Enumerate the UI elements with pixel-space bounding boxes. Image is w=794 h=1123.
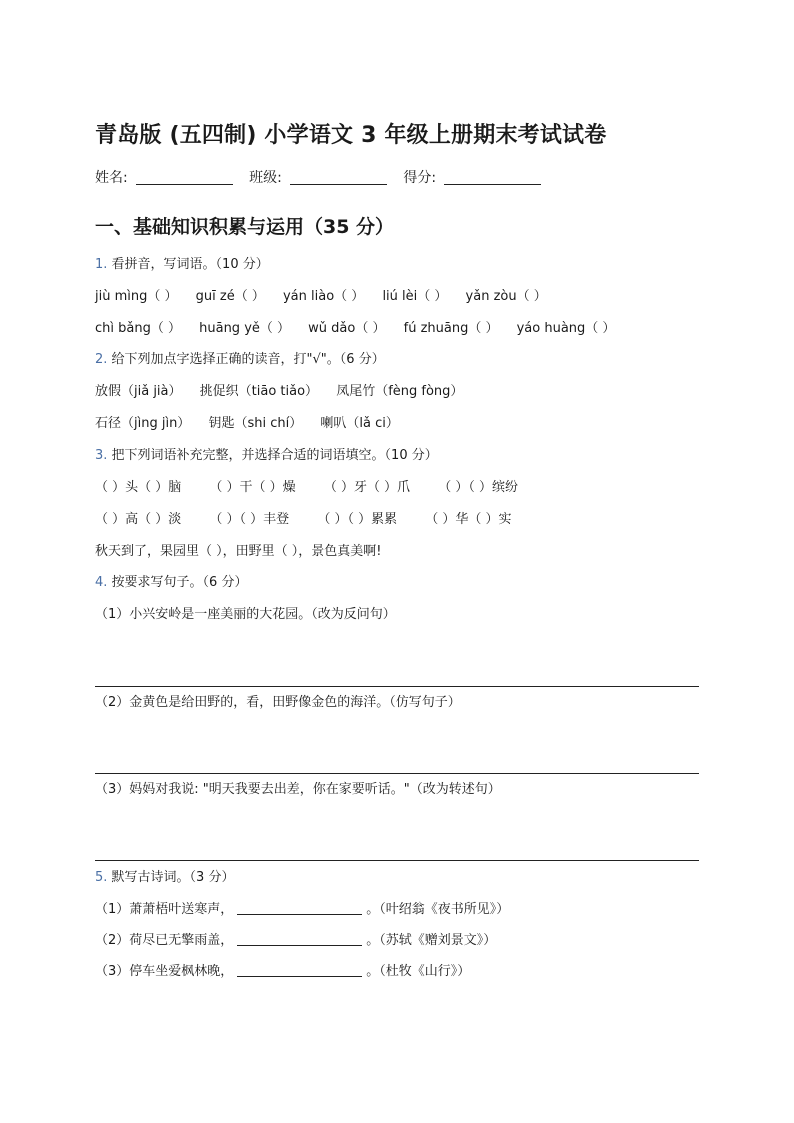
pinyin-item: yǎn zòu（ ）	[465, 289, 547, 304]
question-5-title	[95, 869, 234, 887]
poem-blank[interactable]	[237, 963, 362, 977]
question-1-title	[95, 256, 269, 274]
poem-blank[interactable]	[237, 932, 362, 946]
poem-source: 。（杜牧《山行》）	[366, 964, 471, 979]
page-title: 青岛版 (五四制) 小学语文 3 年级上册期末考试试卷	[95, 123, 607, 148]
score-label: 得分:	[403, 170, 437, 186]
idiom-item: （ ）（ ）缤纷	[438, 480, 518, 495]
pinyin-item: wǔ dǎo（ ）	[308, 321, 386, 336]
poem-source: 。（苏轼《赠刘景文》）	[366, 933, 497, 948]
poem-line-3	[95, 963, 470, 981]
idiom-row-1	[95, 479, 518, 497]
pinyin-item: yán liào（ ）	[282, 289, 365, 304]
score-blank[interactable]	[444, 169, 541, 185]
answer-line-2[interactable]	[95, 773, 699, 774]
sentence-task-3: （3）妈妈对我说: "明天我要去出差，你在家要听话。"（改为转述句）	[95, 782, 501, 797]
question-text: 默写古诗词。（3 分）	[111, 870, 235, 885]
question-number: 1.	[95, 257, 108, 272]
sentence-task-2: （2）金黄色是给田野的，看，田野像金色的海洋。（仿写句子）	[95, 695, 461, 710]
poem-blank[interactable]	[237, 901, 362, 915]
reading-item: 钥匙（shi chí）	[208, 416, 303, 431]
pinyin-item: jiù mìng（ ）	[95, 289, 178, 304]
class-label: 班级:	[249, 170, 282, 186]
pinyin-item: guī zé（ ）	[195, 289, 265, 304]
pinyin-item: yáo huàng（ ）	[516, 321, 616, 336]
question-text: 看拼音，写词语。（10 分）	[111, 257, 269, 272]
poem-line-1	[95, 901, 509, 919]
question-4-title	[95, 574, 247, 592]
poem-prompt: （3）停车坐爱枫林晚，	[95, 964, 234, 979]
question-text: 给下列加点字选择正确的读音，打"√"。（6 分）	[111, 352, 385, 367]
question-number: 2.	[95, 352, 108, 367]
pinyin-row-1	[95, 288, 547, 306]
question-text: 按要求写句子。（6 分）	[111, 575, 248, 590]
idiom-row-2	[95, 511, 511, 529]
pinyin-row-2	[95, 320, 615, 338]
question-text: 把下列词语补充完整，并选择合适的词语填空。（10 分）	[111, 448, 438, 463]
poem-source: 。（叶绍翁《夜书所见》）	[366, 902, 510, 917]
student-info-row	[95, 167, 553, 187]
answer-line-1[interactable]	[95, 686, 699, 687]
question-3-title	[95, 447, 438, 465]
idiom-item: （ ）（ ）丰登	[209, 512, 290, 527]
poem-prompt: （1）萧萧梧叶送寒声，	[95, 902, 234, 917]
section-heading: 一、基础知识积累与运用（35 分）	[95, 216, 395, 238]
sentence-task-1: （1）小兴安岭是一座美丽的大花园。（改为反问句）	[95, 607, 396, 622]
idiom-item: （ ）（ ）累累	[317, 512, 398, 527]
fill-sentence: 秋天到了，果园里（ ），田野里（ ），景色真美啊!	[95, 544, 382, 559]
reading-item: 石径（jìng jìn）	[95, 416, 191, 431]
name-label: 姓名:	[95, 170, 128, 186]
poem-prompt: （2）荷尽已无擎雨盖，	[95, 933, 234, 948]
idiom-item: （ ）干（ ）燥	[209, 480, 296, 495]
name-blank[interactable]	[136, 169, 233, 185]
idiom-item: （ ）头（ ）脑	[95, 480, 182, 495]
reading-row-1	[95, 383, 463, 401]
question-number: 5.	[95, 870, 108, 885]
question-number: 4.	[95, 575, 108, 590]
reading-item: 喇叭（lǎ ci）	[320, 416, 399, 431]
reading-item: 挑促织（tiāo tiǎo）	[199, 384, 319, 399]
poem-line-2	[95, 932, 496, 950]
reading-item: 凤尾竹（fèng fòng）	[336, 384, 464, 399]
idiom-item: （ ）高（ ）淡	[95, 512, 182, 527]
reading-row-2	[95, 415, 399, 433]
answer-line-3[interactable]	[95, 860, 699, 861]
class-blank[interactable]	[290, 169, 387, 185]
pinyin-item: fú zhuāng（ ）	[403, 321, 499, 336]
reading-item: 放假（jiǎ jià）	[95, 384, 182, 399]
idiom-item: （ ）牙（ ）爪	[323, 480, 411, 495]
pinyin-item: liú lèi（ ）	[382, 289, 448, 304]
idiom-item: （ ）华（ ）实	[425, 512, 512, 527]
question-2-title	[95, 351, 385, 369]
question-number: 3.	[95, 448, 108, 463]
pinyin-item: chì bǎng（ ）	[95, 321, 181, 336]
pinyin-item: huāng yě（ ）	[199, 321, 291, 336]
